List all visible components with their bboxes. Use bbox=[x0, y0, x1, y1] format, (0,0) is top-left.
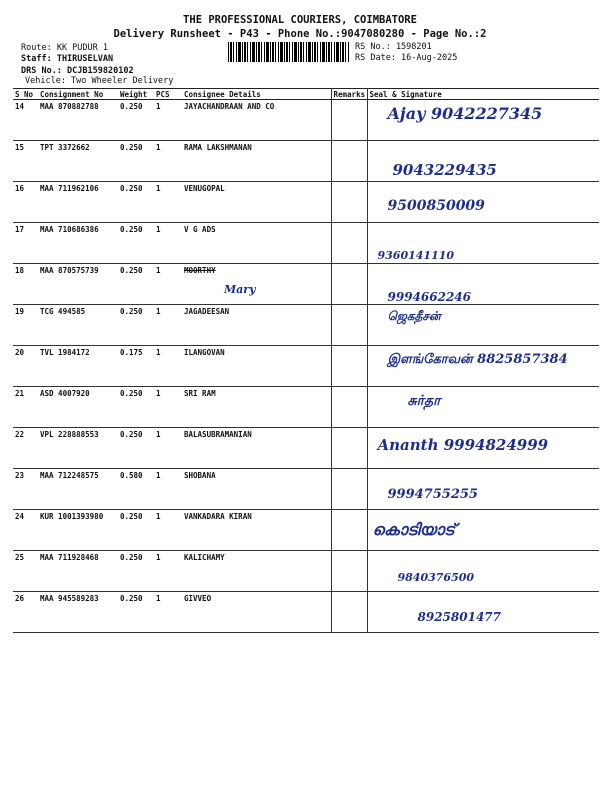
row-signature-cell bbox=[367, 510, 599, 551]
table-row bbox=[13, 428, 599, 469]
row-consignment-no-text: MAA 711962106 bbox=[40, 184, 99, 193]
row-pcs bbox=[154, 551, 182, 592]
row-weight bbox=[118, 182, 154, 223]
row-weight bbox=[118, 223, 154, 264]
row-weight bbox=[118, 264, 154, 305]
row-consignment-no bbox=[38, 387, 118, 428]
row-weight-text: 0.580 bbox=[120, 471, 143, 480]
row-consignee-text: RAMA LAKSHMANAN bbox=[184, 143, 252, 152]
row-consignee bbox=[182, 428, 331, 469]
row-weight-text: 0.250 bbox=[120, 307, 143, 316]
row-sno-text: 22 bbox=[15, 430, 25, 439]
col-consignee: Consignee Details bbox=[182, 89, 331, 100]
row-consignee-text: JAGADEESAN bbox=[184, 307, 230, 316]
row-pcs bbox=[154, 387, 182, 428]
row-weight-text: 0.250 bbox=[120, 553, 143, 562]
row-consignee bbox=[182, 387, 331, 428]
row-remarks bbox=[331, 469, 367, 510]
row-consignment-no-text: MAA 712248575 bbox=[40, 471, 99, 480]
handwritten-signature: 9043229435 bbox=[392, 161, 497, 179]
row-consignee bbox=[182, 592, 331, 633]
col-signature: Seal & Signature bbox=[367, 89, 599, 100]
row-weight-text: 0.250 bbox=[120, 184, 143, 193]
vehicle-label: Vehicle: Two Wheeler Delivery bbox=[25, 76, 174, 86]
row-pcs-text: 1 bbox=[156, 307, 161, 316]
rs-no: RS No.: 1598201 bbox=[355, 42, 432, 52]
col-sno: S No bbox=[13, 89, 38, 100]
row-pcs-text: 1 bbox=[156, 594, 161, 603]
row-signature-cell bbox=[367, 551, 599, 592]
row-consignee-text: MOORTHY bbox=[184, 266, 216, 275]
row-remarks bbox=[331, 223, 367, 264]
row-signature-cell bbox=[367, 387, 599, 428]
row-remarks bbox=[331, 100, 367, 141]
row-consignee-text: V G ADS bbox=[184, 225, 216, 234]
row-signature-cell bbox=[367, 264, 599, 305]
table-row bbox=[13, 469, 599, 510]
route-label: Route: KK PUDUR 1 bbox=[21, 43, 108, 53]
row-weight bbox=[118, 510, 154, 551]
row-pcs bbox=[154, 264, 182, 305]
row-weight bbox=[118, 551, 154, 592]
row-pcs-text: 1 bbox=[156, 184, 161, 193]
row-consignment-no bbox=[38, 264, 118, 305]
row-remarks bbox=[331, 428, 367, 469]
table-row bbox=[13, 264, 599, 305]
row-consignee bbox=[182, 346, 331, 387]
table-row bbox=[13, 100, 599, 141]
row-weight-text: 0.250 bbox=[120, 102, 143, 111]
row-pcs bbox=[154, 223, 182, 264]
row-consignee-text: SHOBANA bbox=[184, 471, 216, 480]
row-consignment-no-text: TVL 1984172 bbox=[40, 348, 90, 357]
row-weight-text: 0.175 bbox=[120, 348, 143, 357]
row-weight-text: 0.250 bbox=[120, 512, 143, 521]
handwritten-name: Mary bbox=[224, 283, 256, 296]
row-pcs bbox=[154, 592, 182, 633]
table-row bbox=[13, 141, 599, 182]
row-consignment-no-text: TCG 494585 bbox=[40, 307, 86, 316]
row-sno-text: 18 bbox=[15, 266, 25, 275]
row-pcs bbox=[154, 305, 182, 346]
row-remarks bbox=[331, 305, 367, 346]
row-sno bbox=[13, 223, 38, 264]
row-pcs bbox=[154, 100, 182, 141]
row-weight-text: 0.250 bbox=[120, 594, 143, 603]
row-signature-cell bbox=[367, 469, 599, 510]
row-consignment-no bbox=[38, 551, 118, 592]
table-row bbox=[13, 551, 599, 592]
row-pcs-text: 1 bbox=[156, 102, 161, 111]
row-consignment-no-text: KUR 1001393980 bbox=[40, 512, 104, 521]
row-remarks bbox=[331, 182, 367, 223]
row-sno-text: 19 bbox=[15, 307, 25, 316]
row-sno bbox=[13, 510, 38, 551]
row-weight bbox=[118, 592, 154, 633]
row-consignee-text: JAYACHANDRAAN AND CO bbox=[184, 102, 275, 111]
row-consignment-no bbox=[38, 510, 118, 551]
row-pcs bbox=[154, 469, 182, 510]
row-consignment-no-text: MAA 870575739 bbox=[40, 266, 99, 275]
row-weight bbox=[118, 141, 154, 182]
row-signature-cell bbox=[367, 346, 599, 387]
row-pcs-text: 1 bbox=[156, 266, 161, 275]
row-consignee-text: SRI RAM bbox=[184, 389, 216, 398]
handwritten-signature: 8925801477 bbox=[417, 610, 501, 624]
handwritten-signature: ஜெகதீசன் bbox=[387, 309, 441, 323]
row-consignee bbox=[182, 264, 331, 305]
table-row bbox=[13, 305, 599, 346]
row-sno bbox=[13, 141, 38, 182]
row-consignment-no bbox=[38, 592, 118, 633]
col-consignment: Consignment No bbox=[38, 89, 118, 100]
row-consignment-no-text: ASD 4007920 bbox=[40, 389, 90, 398]
row-consignment-no-text: MAA 945589283 bbox=[40, 594, 99, 603]
runsheet-subtitle: Delivery Runsheet - P43 - Phone No.:9047080280 - Page No.:2 bbox=[113, 28, 487, 40]
row-weight-text: 0.250 bbox=[120, 225, 143, 234]
row-remarks bbox=[331, 551, 367, 592]
table-row bbox=[13, 182, 599, 223]
row-consignee-text: BALASUBRAMANIAN bbox=[184, 430, 252, 439]
row-pcs-text: 1 bbox=[156, 430, 161, 439]
row-consignee bbox=[182, 510, 331, 551]
row-remarks bbox=[331, 387, 367, 428]
row-pcs-text: 1 bbox=[156, 471, 161, 480]
col-weight: Weight bbox=[118, 89, 154, 100]
row-pcs bbox=[154, 182, 182, 223]
row-consignee-text: VENUGOPAL bbox=[184, 184, 225, 193]
row-signature-cell bbox=[367, 141, 599, 182]
row-pcs-text: 1 bbox=[156, 143, 161, 152]
row-consignee bbox=[182, 305, 331, 346]
row-consignee-text: KALICHAMY bbox=[184, 553, 225, 562]
row-sno bbox=[13, 469, 38, 510]
row-consignee bbox=[182, 223, 331, 264]
row-consignment-no bbox=[38, 182, 118, 223]
row-weight bbox=[118, 100, 154, 141]
row-consignment-no-text: MAA 710686386 bbox=[40, 225, 99, 234]
row-consignee bbox=[182, 551, 331, 592]
row-weight bbox=[118, 428, 154, 469]
row-consignment-no-text: TPT 3372662 bbox=[40, 143, 90, 152]
handwritten-signature: കൊടിയാട് bbox=[372, 520, 455, 539]
row-sno-text: 23 bbox=[15, 471, 25, 480]
handwritten-signature: 9994662246 bbox=[387, 290, 471, 304]
row-pcs bbox=[154, 141, 182, 182]
handwritten-signature: 9500850009 bbox=[387, 198, 485, 214]
row-sno bbox=[13, 387, 38, 428]
drs-label: DRS No.: DCJB159820102 bbox=[21, 66, 134, 76]
table-row bbox=[13, 223, 599, 264]
table-row bbox=[13, 510, 599, 551]
row-consignee bbox=[182, 469, 331, 510]
row-pcs-text: 1 bbox=[156, 225, 161, 234]
row-pcs-text: 1 bbox=[156, 389, 161, 398]
row-consignment-no bbox=[38, 223, 118, 264]
row-sno bbox=[13, 551, 38, 592]
row-sno-text: 20 bbox=[15, 348, 25, 357]
row-remarks bbox=[331, 346, 367, 387]
row-consignment-no bbox=[38, 469, 118, 510]
row-weight bbox=[118, 305, 154, 346]
row-remarks bbox=[331, 510, 367, 551]
row-signature-cell bbox=[367, 223, 599, 264]
runsheet-table bbox=[13, 88, 599, 633]
rs-info bbox=[355, 42, 457, 64]
row-pcs bbox=[154, 428, 182, 469]
handwritten-signature: 9840376500 bbox=[397, 571, 475, 584]
row-consignment-no-text: MAA 870882788 bbox=[40, 102, 99, 111]
rs-date: RS Date: 16-Aug-2025 bbox=[355, 53, 458, 63]
row-pcs-text: 1 bbox=[156, 512, 161, 521]
row-sno bbox=[13, 428, 38, 469]
barcode bbox=[228, 42, 350, 62]
handwritten-signature: இளங்கோவன் 8825857384 bbox=[387, 352, 568, 367]
row-signature-cell bbox=[367, 100, 599, 141]
row-pcs bbox=[154, 346, 182, 387]
row-sno-text: 21 bbox=[15, 389, 25, 398]
runsheet-title: THE PROFESSIONAL COURIERS, COIMBATORE bbox=[183, 14, 417, 26]
row-consignment-no-text: MAA 711928468 bbox=[40, 553, 99, 562]
table-row bbox=[13, 592, 599, 633]
row-signature-cell bbox=[367, 182, 599, 223]
row-weight-text: 0.250 bbox=[120, 266, 143, 275]
row-sno bbox=[13, 346, 38, 387]
row-consignee bbox=[182, 100, 331, 141]
row-consignment-no bbox=[38, 141, 118, 182]
row-sno-text: 17 bbox=[15, 225, 25, 234]
row-weight bbox=[118, 387, 154, 428]
handwritten-signature: சுர்தா bbox=[407, 393, 441, 409]
row-signature-cell bbox=[367, 428, 599, 469]
col-remarks: Remarks bbox=[331, 89, 367, 100]
handwritten-signature: Ananth 9994824999 bbox=[377, 436, 549, 454]
row-signature-cell bbox=[367, 305, 599, 346]
row-sno bbox=[13, 305, 38, 346]
handwritten-signature: 9360141110 bbox=[377, 249, 455, 262]
row-consignment-no bbox=[38, 428, 118, 469]
row-pcs-text: 1 bbox=[156, 553, 161, 562]
row-remarks bbox=[331, 141, 367, 182]
row-consignee-text: VANKADARA KIRAN bbox=[184, 512, 252, 521]
row-consignment-no bbox=[38, 305, 118, 346]
table-row bbox=[13, 387, 599, 428]
staff-label: Staff: THIRUSELVAN bbox=[21, 54, 114, 64]
table-row bbox=[13, 346, 599, 387]
row-consignment-no bbox=[38, 346, 118, 387]
row-pcs-text: 1 bbox=[156, 348, 161, 357]
row-consignee bbox=[182, 182, 331, 223]
row-consignment-no-text: VPL 228888553 bbox=[40, 430, 99, 439]
row-sno-text: 14 bbox=[15, 102, 25, 111]
row-weight bbox=[118, 346, 154, 387]
row-consignee-text: GIVVEO bbox=[184, 594, 212, 603]
row-sno-text: 16 bbox=[15, 184, 25, 193]
table-header-row bbox=[13, 89, 599, 100]
row-sno-text: 26 bbox=[15, 594, 25, 603]
row-signature-cell bbox=[367, 592, 599, 633]
row-weight bbox=[118, 469, 154, 510]
row-sno-text: 25 bbox=[15, 553, 25, 562]
row-remarks bbox=[331, 264, 367, 305]
row-weight-text: 0.250 bbox=[120, 389, 143, 398]
handwritten-signature: Ajay 9042227345 bbox=[387, 104, 543, 123]
handwritten-signature: 9994755255 bbox=[387, 487, 478, 502]
row-weight-text: 0.250 bbox=[120, 430, 143, 439]
row-sno-text: 24 bbox=[15, 512, 25, 521]
row-sno bbox=[13, 182, 38, 223]
col-pcs: PCS bbox=[154, 89, 182, 100]
row-sno bbox=[13, 264, 38, 305]
row-weight-text: 0.250 bbox=[120, 143, 143, 152]
row-consignment-no bbox=[38, 100, 118, 141]
row-remarks bbox=[331, 592, 367, 633]
row-sno-text: 15 bbox=[15, 143, 25, 152]
row-sno bbox=[13, 592, 38, 633]
row-consignee bbox=[182, 141, 331, 182]
row-consignee-text: ILANGOVAN bbox=[184, 348, 225, 357]
row-sno bbox=[13, 100, 38, 141]
row-pcs bbox=[154, 510, 182, 551]
